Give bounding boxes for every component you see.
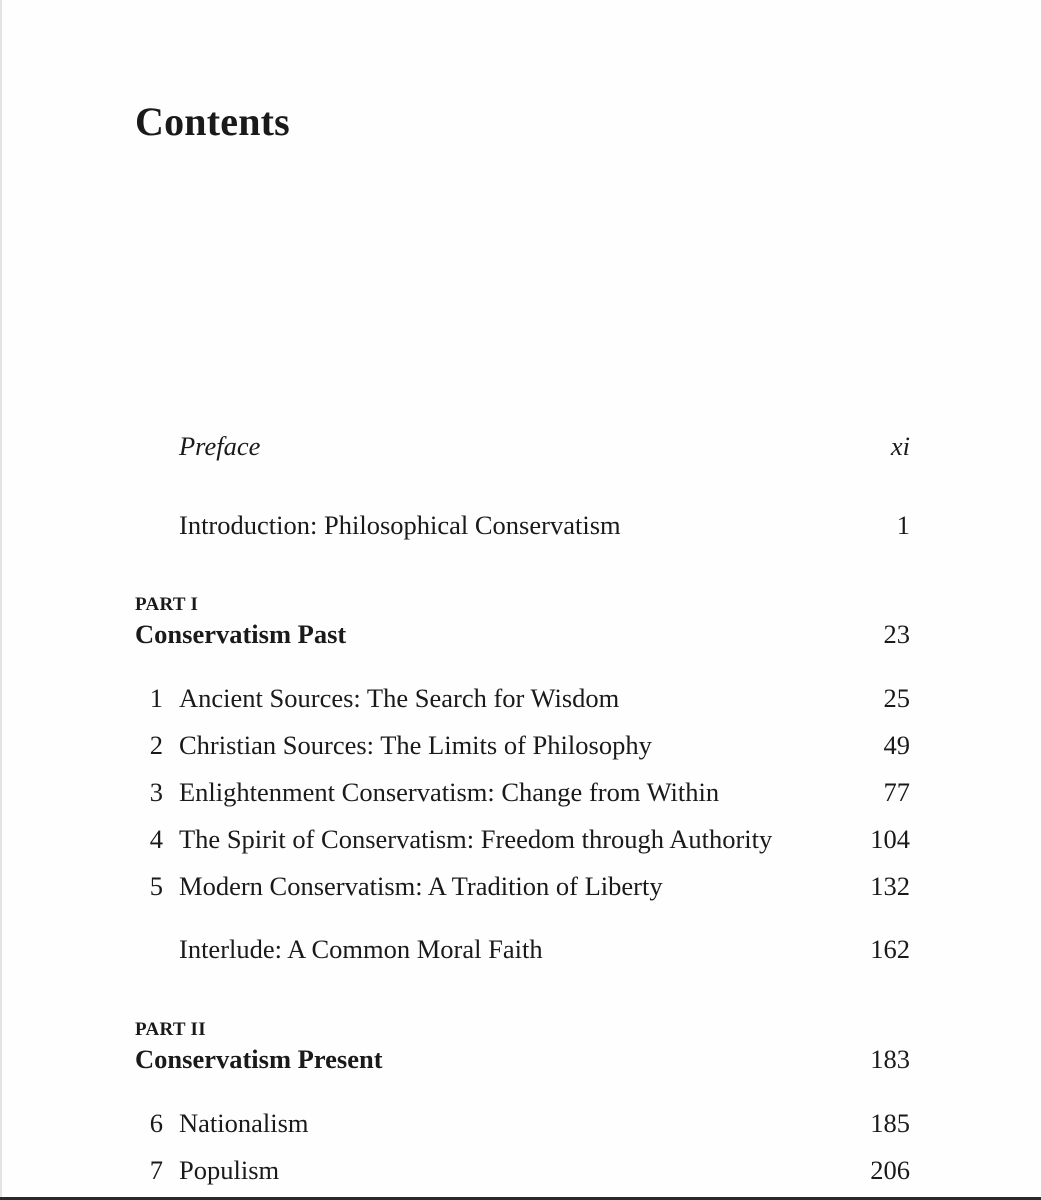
- chapter-number: 6: [149, 1108, 163, 1138]
- toc-entry-preface: [135, 429, 910, 463]
- toc-entry-page: 1: [896, 510, 910, 540]
- part-2-page: 183: [870, 1044, 910, 1074]
- toc-entry-title: Preface: [179, 431, 261, 461]
- part-1-label: PART I: [135, 594, 199, 615]
- toc-entry-page: xi: [890, 431, 910, 461]
- part-1-heading: [135, 617, 910, 651]
- chapter-page: 185: [870, 1108, 910, 1138]
- chapter-number: 4: [149, 824, 163, 854]
- toc-chapter-4: [135, 822, 910, 856]
- page-title: Contents: [135, 99, 290, 144]
- chapter-page: 206: [870, 1155, 910, 1185]
- interlude-title: Interlude: A Common Moral Faith: [179, 934, 543, 964]
- toc-chapter-6: [135, 1106, 910, 1140]
- chapter-number: 3: [149, 777, 163, 807]
- interlude-page: 162: [870, 934, 910, 964]
- toc-chapter-7: [135, 1153, 910, 1187]
- chapter-page: 77: [883, 777, 910, 807]
- chapter-page: 104: [870, 824, 910, 854]
- part-1-page: 23: [883, 619, 910, 649]
- part-2-title: Conservatism Present: [135, 1044, 383, 1074]
- part-1-title: Conservatism Past: [135, 619, 347, 649]
- toc-chapter-2: [135, 728, 910, 762]
- toc-chapter-3: [135, 775, 910, 809]
- chapter-title: The Spirit of Conservatism: Freedom through Authority: [179, 824, 773, 854]
- part-2-label: PART II: [135, 1019, 206, 1040]
- chapter-number: 2: [149, 730, 163, 760]
- chapter-title: Populism: [179, 1155, 280, 1185]
- chapter-number: 7: [149, 1155, 163, 1185]
- chapter-page: 25: [883, 683, 910, 713]
- page-left-edge: [0, 0, 2, 1200]
- toc-chapter-5: [135, 869, 910, 903]
- chapter-title: Nationalism: [179, 1108, 309, 1138]
- chapter-title: Christian Sources: The Limits of Philosophy: [179, 730, 652, 760]
- chapter-page: 132: [870, 871, 910, 901]
- toc-chapter-1: [135, 681, 910, 715]
- toc-entry-title: Introduction: Philosophical Conservatism: [179, 510, 621, 540]
- toc-entry-introduction: [135, 508, 910, 542]
- chapter-number: 5: [149, 871, 163, 901]
- chapter-title: Enlightenment Conservatism: Change from Within: [179, 777, 720, 807]
- chapter-title: Modern Conservatism: A Tradition of Liberty: [179, 871, 663, 901]
- chapter-page: 49: [883, 730, 910, 760]
- toc-entry-interlude: [135, 932, 910, 966]
- chapter-title: Ancient Sources: The Search for Wisdom: [179, 683, 620, 713]
- part-2-heading: [135, 1042, 910, 1076]
- chapter-number: 1: [149, 683, 163, 713]
